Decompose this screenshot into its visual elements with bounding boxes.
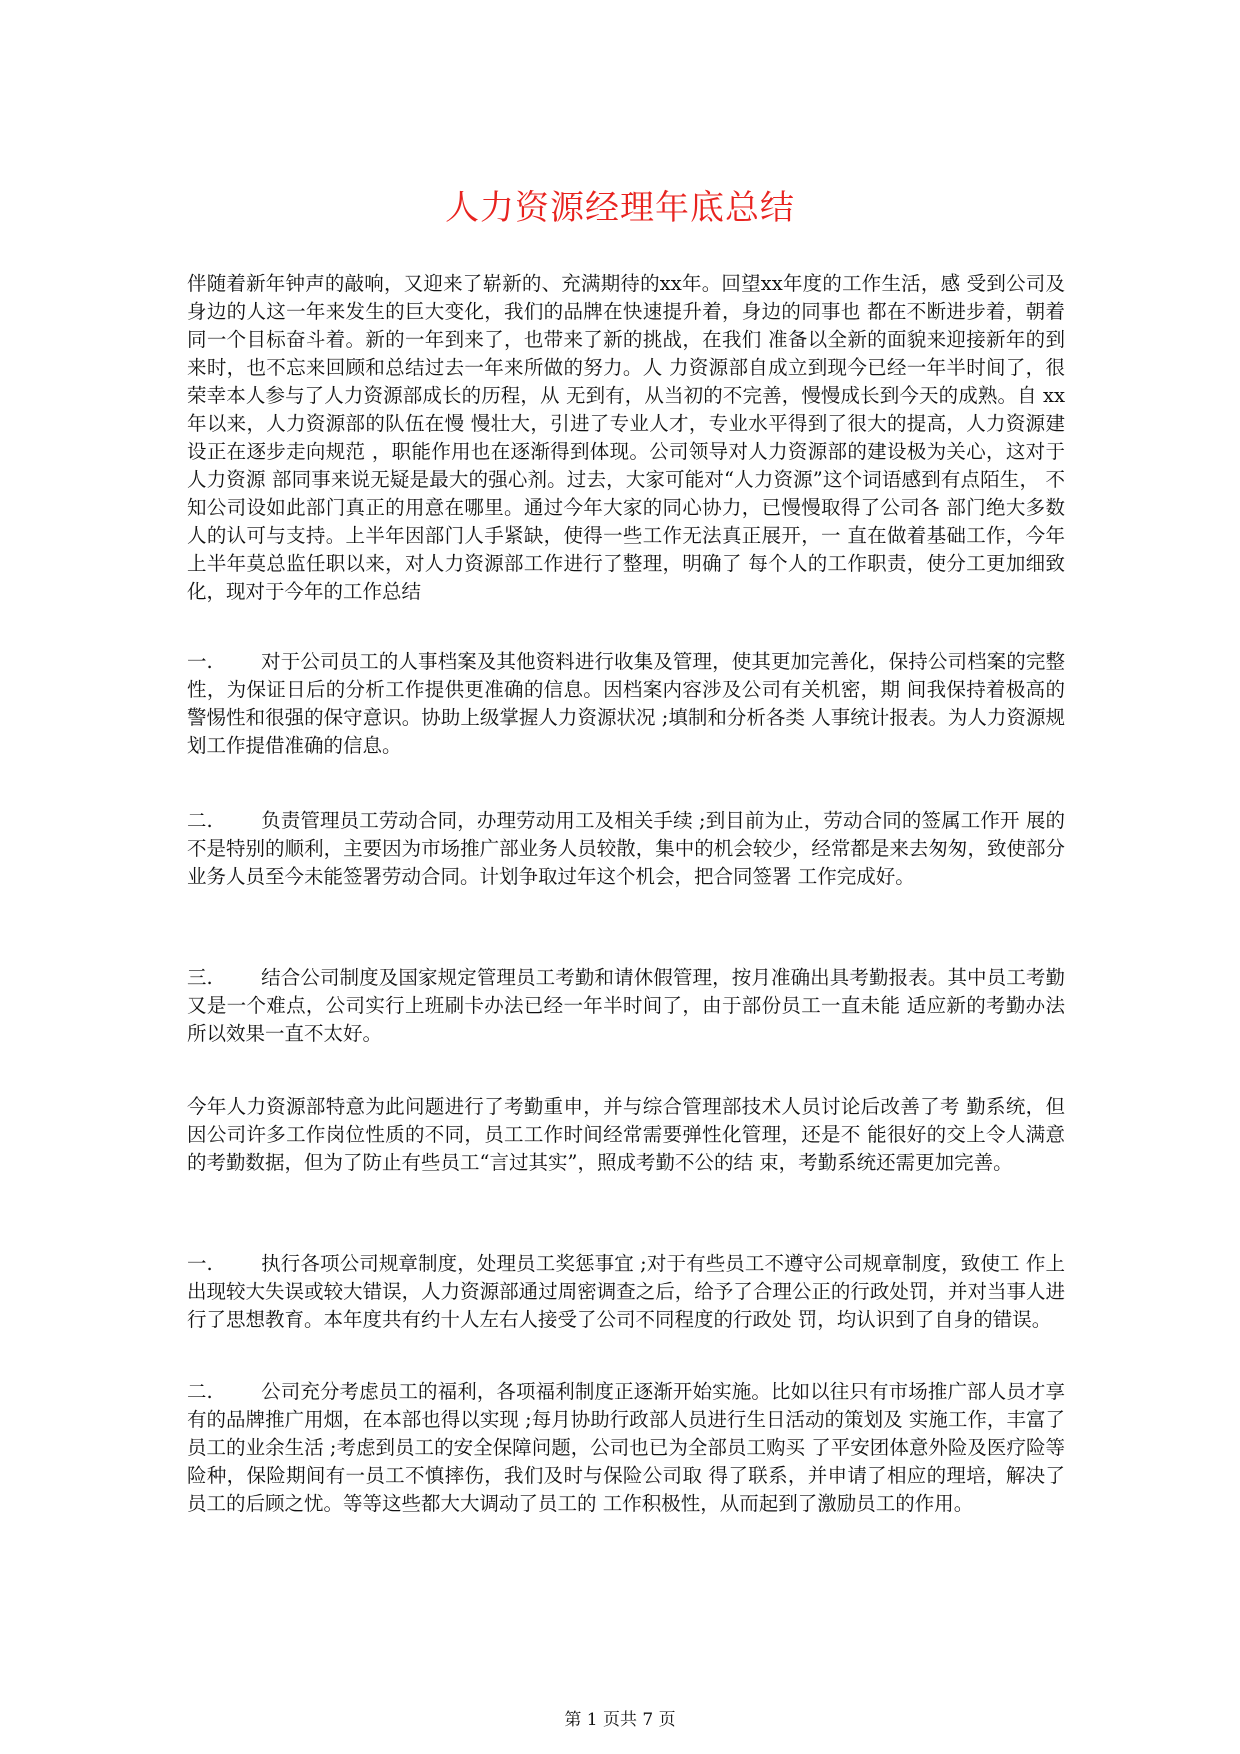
page-footer: 第 1 页共 7 页 xyxy=(564,1710,676,1730)
section-text: 执行各项公司规章制度，处理员工奖惩事宜 ;对于有些员工不遵守公司规章制度，致使工 作上出现较大失误或较大错误，人力资源部通过周密调查之后，给予了合理公正的行政处罚，并对当事人进行了思想教育。本年度共有约十人左右人接受了公司不同程度的行政处 罚，均认识到了自身的错误。 xyxy=(187,1252,1065,1331)
section-text: 结合公司制度及国家规定管理员工考勤和请休假管理，按月准确出具考勤报表。其中员工考勤又是一个难点，公司实行上班刷卡办法已经一年半时间了，由于部份员工一直未能 适应新的考勤办法所以效果一直不太好。 xyxy=(187,966,1065,1045)
section-paragraph xyxy=(187,964,1065,1048)
section-paragraph xyxy=(187,648,1065,760)
section-text: 公司充分考虑员工的福利，各项福利制度正逐渐开始实施。比如以往只有市场推广部人员才享有的品牌推广用烟，在本部也得以实现 ;每月协助行政部人员进行生日活动的策划及 实施工作，丰富了员工的业余生活 ;考虑到员工的安全保障问题，公司也已为全部员工购买 了平安团体意外险及医疗险等险种，保险期间有一员工不慎摔伤，我们及时与保险公司取 得了联系，并申请了相应的理培，解决了员工的后顾之忧。等等这些都大大调动了员工的 工作积极性，从而起到了激励员工的作用。 xyxy=(187,1380,1065,1515)
intro-paragraph: 伴随着新年钟声的敲响，又迎来了崭新的、充满期待的xx年。回望xx年度的工作生活，感 受到公司及身边的人这一年来发生的巨大变化，我们的品牌在快速提升着，身边的同事也 都在不断进步着，朝着同一个目标奋斗着。新的一年到来了，也带来了新的挑战，在我们 准备以全新的面貌来迎接新年的到来时，也不忘来回顾和总结过去一年来所做的努力。人 力资源部自成立到现今已经一年半时间了，很荣幸本人参与了人力资源部成长的历程，从 无到有，从当初的不完善，慢慢成长到今天的成熟。自 xx年以来，人力资源部的队伍在慢 慢壮大，引进了专业人才，专业水平得到了很大的提高，人力资源建设正在逐步走向规范 ，职能作用也在逐渐得到体现。公司领导对人力资源部的建设极为关心，这对于人力资源 部同事来说无疑是最大的强心剂。过去，大家可能对“人力资源”这个词语感到有点陌生， 不知公司设如此部门真正的用意在哪里。通过今年大家的同心协力，已慢慢取得了公司各 部门绝大多数人的认可与支持。上半年因部门人手紧缺，使得一些工作无法真正展开，一 直在做着基础工作，今年上半年莫总监任职以来，对人力资源部工作进行了整理，明确了 每个人的工作职责，使分工更加细致化，现对于今年的工作总结 xyxy=(187,272,1065,603)
section-number: 三. xyxy=(187,966,213,989)
section-text: 负责管理员工劳动合同，办理劳动用工及相关手续 ;到目前为止，劳动合同的签属工作开 展的不是特别的顺利，主要因为市场推广部业务人员较散，集中的机会较少，经常都是来去匆匆，致使部分业务人员至今未能签署劳动合同。计划争取过年这个机会，把合同签署 工作完成好。 xyxy=(187,809,1065,888)
section-number: 二. xyxy=(187,1380,213,1403)
section-number: 一. xyxy=(187,1252,213,1275)
section-paragraph xyxy=(187,1250,1065,1334)
document-title: 人力资源经理年底总结 xyxy=(445,188,795,228)
section-paragraph xyxy=(187,807,1065,891)
section-text: 对于公司员工的人事档案及其他资料进行收集及管理，使其更加完善化，保持公司档案的完整性，为保证日后的分析工作提供更准确的信息。因档案内容涉及公司有关机密，期 间我保持着极高的警惕性和很强的保守意识。协助上级掌握人力资源状况 ;填制和分析各类 人事统计报表。为人力资源规划工作提借准确的信息。 xyxy=(187,650,1065,757)
section-number: 一. xyxy=(187,650,213,673)
section-number: 二. xyxy=(187,809,213,832)
section-paragraph xyxy=(187,1378,1065,1518)
section-text: 今年人力资源部特意为此问题进行了考勤重申，并与综合管理部技术人员讨论后改善了考 勤系统，但因公司许多工作岗位性质的不同，员工工作时间经常需要弹性化管理，还是不 能很好的交上令人满意的考勤数据，但为了防止有些员工“言过其实”，照成考勤不公的结 束，考勤系统还需更加完善。 xyxy=(187,1095,1065,1174)
section-paragraph xyxy=(187,1093,1065,1177)
